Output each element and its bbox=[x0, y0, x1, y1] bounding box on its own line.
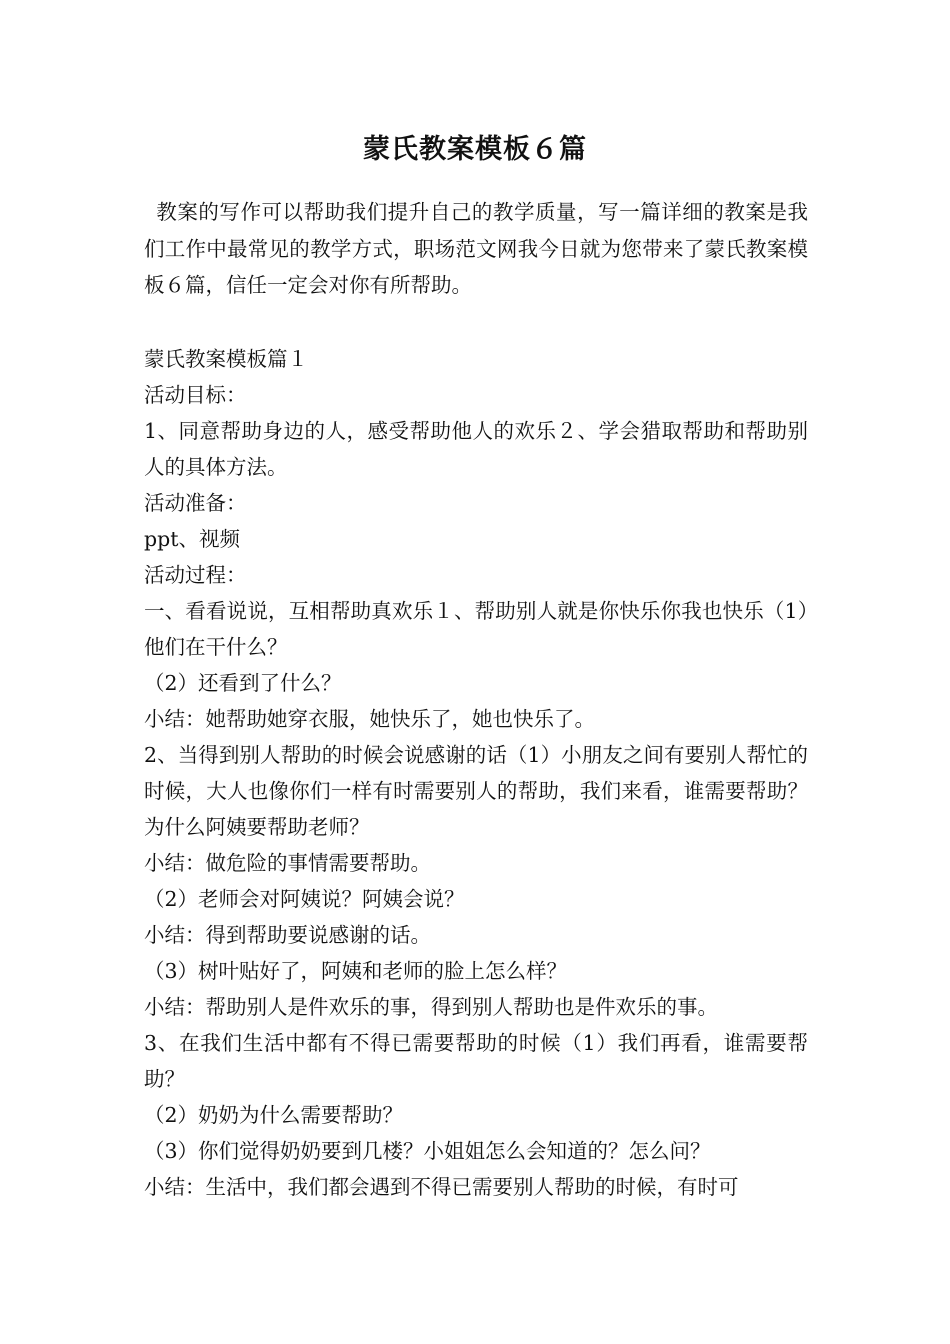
body-paragraph: 3、在我们生活中都有不得已需要帮助的时候（1）我们再看，谁需要帮助？ bbox=[144, 1031, 808, 1091]
intro-paragraph: 教案的写作可以帮助我们提升自己的教学质量，写一篇详细的教案是我们工作中最常见的教学方式，职场范文网我今日就为您带来了蒙氏教案模板６篇，信任一定会对你有所帮助。 bbox=[144, 200, 808, 297]
body-paragraph: 小结：得到帮助要说感谢的话。 bbox=[144, 923, 431, 947]
body-paragraph: 小结：做危险的事情需要帮助。 bbox=[144, 851, 431, 875]
body-paragraph: （3）树叶贴好了，阿姨和老师的脸上怎么样？ bbox=[144, 959, 568, 983]
body-paragraph: ppt、视频 bbox=[144, 527, 240, 551]
body-paragraph: 小结：她帮助她穿衣服，她快乐了，她也快乐了。 bbox=[144, 707, 595, 731]
body-paragraph: （3）你们觉得奶奶要到几楼？小姐姐怎么会知道的？怎么问？ bbox=[144, 1139, 711, 1163]
body-paragraph: 小结：生活中，我们都会遇到不得已需要别人帮助的时候，有时可 bbox=[144, 1175, 739, 1199]
body-paragraph: 2、当得到别人帮助的时候会说感谢的话（1）小朋友之间有要别人帮忙的时候，大人也像你们一样有时需要别人的帮助，我们来看，谁需要帮助？为什么阿姨要帮助老师？ bbox=[144, 743, 808, 839]
body-paragraph: （2）老师会对阿姨说？阿姨会说？ bbox=[144, 887, 465, 911]
body-paragraph: 活动准备： bbox=[144, 491, 247, 515]
section-heading: 蒙氏教案模板篇１ bbox=[144, 347, 308, 371]
document-title: 蒙氏教案模板６篇 bbox=[363, 134, 587, 165]
body-paragraph: 一、看看说说，互相帮助真欢乐１、帮助别人就是你快乐你我也快乐（1）他们在干什么？ bbox=[144, 599, 808, 659]
body-paragraph: 活动过程： bbox=[144, 563, 247, 587]
body-paragraph: （2）奶奶为什么需要帮助？ bbox=[144, 1103, 404, 1127]
document-body bbox=[144, 341, 808, 1205]
body-paragraph: 活动目标： bbox=[144, 383, 247, 407]
body-paragraph: （2）还看到了什么？ bbox=[144, 671, 342, 695]
body-paragraph: 1、同意帮助身边的人，感受帮助他人的欢乐２、学会猎取帮助和帮助别人的具体方法。 bbox=[144, 419, 808, 479]
body-paragraph: 小结：帮助别人是件欢乐的事，得到别人帮助也是件欢乐的事。 bbox=[144, 995, 718, 1019]
